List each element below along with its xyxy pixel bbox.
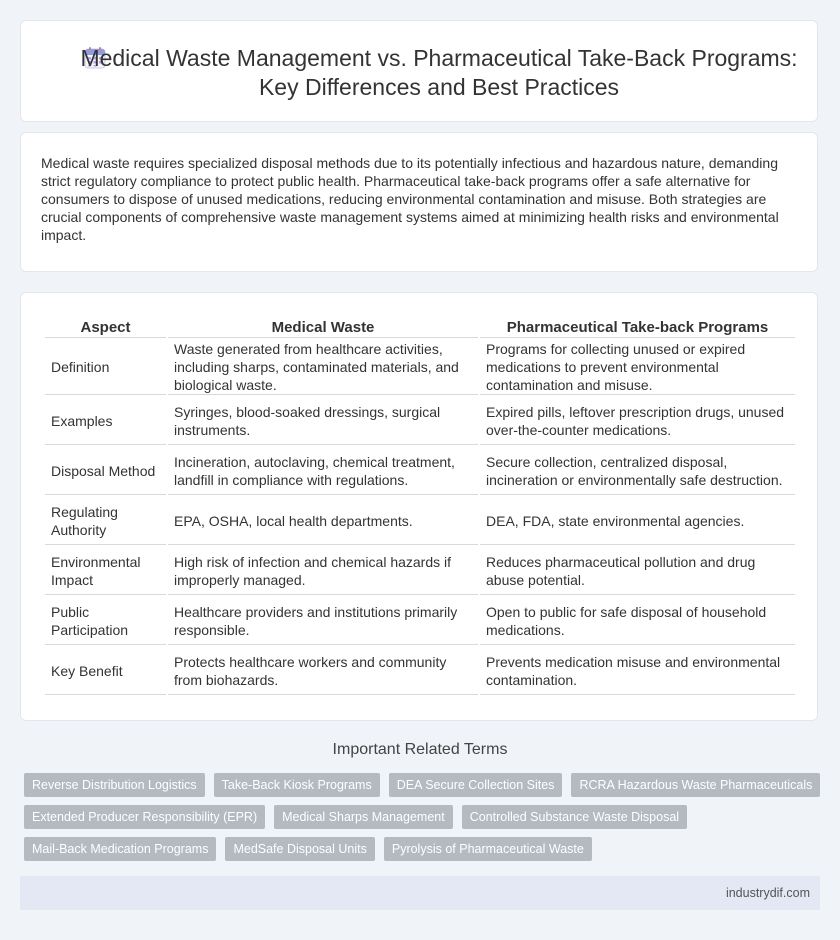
intro-paragraph: Medical waste requires specialized disposal methods due to its potentially infectious and hazardous nature, demanding strict regulatory compliance to protect public health. Pharmaceutical take-back programs offer a safe alternative for consumers to dispose of unused medications, reducing environmental contamination and misuse. Both strategies are crucial components of comprehensive waste management systems aimed at minimizing health risks and environmental impact. [41, 155, 779, 244]
row-aspect: Public Participation [45, 597, 166, 645]
title-card [20, 20, 818, 122]
row-take-back: Prevents medication misuse and environmental contamination. [480, 647, 795, 695]
footer-site[interactable]: industrydif.com [725, 886, 810, 900]
row-medical-waste: Waste generated from healthcare activities, including sharps, contaminated materials, and biological waste. [168, 340, 478, 395]
row-medical-waste: EPA, OSHA, local health departments. [168, 497, 478, 545]
row-aspect: Disposal Method [45, 447, 166, 495]
row-take-back: DEA, FDA, state environmental agencies. [480, 497, 795, 545]
row-medical-waste: Healthcare providers and institutions primarily responsible. [168, 597, 478, 645]
table-header-row [45, 317, 795, 338]
row-aspect: Examples [45, 397, 166, 445]
table-row [45, 597, 795, 645]
footer [20, 876, 820, 910]
comparison-card [20, 292, 818, 721]
tag-row [24, 805, 824, 829]
row-take-back: Programs for collecting unused or expired medications to prevent environmental contamination and misuse. [480, 340, 795, 395]
tag-row [24, 837, 824, 861]
related-term-tag[interactable]: DEA Secure Collection Sites [389, 773, 563, 797]
table-row [45, 647, 795, 695]
related-term-tag[interactable]: MedSafe Disposal Units [225, 837, 374, 861]
row-medical-waste: Syringes, blood-soaked dressings, surgical instruments. [168, 397, 478, 445]
tag-row [24, 773, 824, 797]
related-term-tag[interactable]: Reverse Distribution Logistics [24, 773, 205, 797]
related-term-tag[interactable]: Controlled Substance Waste Disposal [462, 805, 687, 829]
table-row [45, 397, 795, 445]
table-row [45, 497, 795, 545]
row-medical-waste: Protects healthcare workers and community from biohazards. [168, 647, 478, 695]
header-medical-waste: Medical Waste [168, 317, 478, 338]
row-take-back: Reduces pharmaceutical pollution and drug abuse potential. [480, 547, 795, 595]
row-medical-waste: High risk of infection and chemical hazards if improperly managed. [168, 547, 478, 595]
related-term-tag[interactable]: Medical Sharps Management [274, 805, 453, 829]
related-term-tag[interactable]: Extended Producer Responsibility (EPR) [24, 805, 265, 829]
intro-card [20, 132, 818, 272]
table-row [45, 447, 795, 495]
row-medical-waste: Incineration, autoclaving, chemical treatment, landfill in compliance with regulations. [168, 447, 478, 495]
related-term-tag[interactable]: Mail-Back Medication Programs [24, 837, 216, 861]
row-take-back: Expired pills, leftover prescription drugs, unused over-the-counter medications. [480, 397, 795, 445]
row-take-back: Open to public for safe disposal of household medications. [480, 597, 795, 645]
table-row [45, 547, 795, 595]
row-take-back: Secure collection, centralized disposal, incineration or environmentally safe destruction. [480, 447, 795, 495]
header-take-back: Pharmaceutical Take-back Programs [480, 317, 795, 338]
related-terms-tags [24, 773, 824, 869]
related-term-tag[interactable]: RCRA Hazardous Waste Pharmaceuticals [571, 773, 820, 797]
row-aspect: Definition [45, 340, 166, 395]
page-title: Medical Waste Management vs. Pharmaceutical Take-Back Programs: Key Differences and Best Practices [80, 45, 798, 100]
header-aspect: Aspect [45, 317, 166, 338]
related-terms-heading: Important Related Terms [332, 741, 508, 758]
table-row [45, 340, 795, 395]
related-term-tag[interactable]: Pyrolysis of Pharmaceutical Waste [384, 837, 592, 861]
row-aspect: Environmental Impact [45, 547, 166, 595]
related-term-tag[interactable]: Take-Back Kiosk Programs [214, 773, 380, 797]
row-aspect: Key Benefit [45, 647, 166, 695]
comparison-table [43, 315, 797, 697]
row-aspect: Regulating Authority [45, 497, 166, 545]
